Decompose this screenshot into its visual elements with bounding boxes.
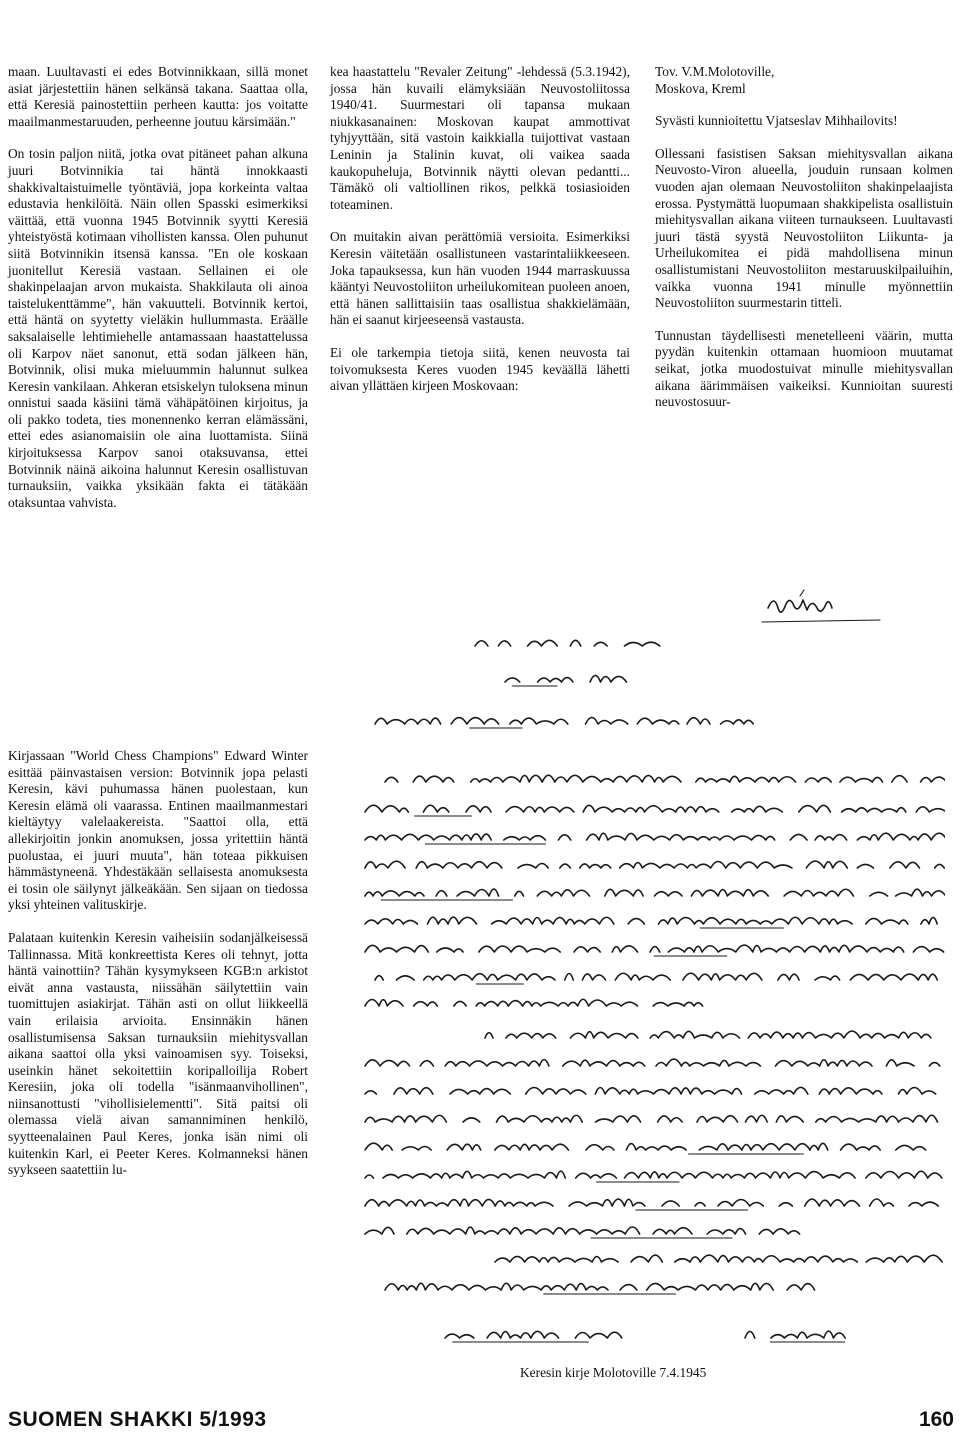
handwriting-line: [505, 675, 637, 682]
handwriting-line: [365, 945, 944, 952]
handwriting-line: [385, 1283, 815, 1290]
handwriting-line: [365, 805, 945, 812]
address-line: Moskova, Kreml: [655, 80, 746, 96]
paragraph: Ei ole tarkempia tietoja siitä, kenen neuvosta tai toivomuksesta Keres vuoden 1945 keväällä lähetti aivan yllättäen kirjeen Moskovaan:: [330, 344, 630, 394]
handwriting-line: [365, 889, 945, 896]
handwriting-line: [365, 1087, 936, 1094]
letter-address: [655, 64, 953, 97]
handwriting-line: [365, 999, 703, 1006]
image-caption: Keresin kirje Molotoville 7.4.1945: [520, 1365, 707, 1380]
handwriting-line: [445, 1331, 622, 1338]
handwriting-line: [365, 833, 945, 840]
handwriting-line: [375, 718, 767, 725]
paragraph: Tunnustan täydellisesti menetelleeni väärin, mutta pyydän kuitenkin ottamaan huomioon muutamat seikat, jotka muodostuivat minulle miehitysvallan aikana äärimmäisen vaikeiksi. Kunnioitan suuresti neuvostosuur-: [655, 327, 953, 410]
address-line: Tov. V.M.Molotoville,: [655, 64, 775, 79]
handwriting-line: [365, 1199, 938, 1206]
handwriting-line: [365, 1227, 817, 1234]
column-1-bottom: [8, 748, 308, 1179]
paragraph: On muitakin aivan perättömiä versioita. Esimerkiksi Keresin väitetään osallistuneen vastarintaliikkeeseen. Joka tapauksessa, kun hän vuoden 1944 marraskuussa kääntyi Neuvostoliiton urheilukomitean puoleen anoen, että hänen sallittaisiin taas osallistua shakkielämään, hän ei saanut kirjeeseensä vastausta.: [330, 229, 630, 328]
handwritten-letter-image: [345, 632, 945, 1352]
column-1-top: [8, 64, 308, 511]
handwriting-line: [495, 1255, 945, 1262]
handwriting-line: [365, 1143, 936, 1150]
paragraph: Kirjassaan "World Chess Champions" Edward Winter esittää päinvastaisen version: Botvinnik jopa pelasti Keresin, kävi puhumassa hänen puolestaan, kun Keresin elämä oli vaarassa. Entinen maailmanmestari kieltäytyy valelaakereista. "Saattoi olla, että allekirjoitin jonkin anomuksen, jossa yritettiin häntä puolustaa, ei juuri muuta", hän toteaa pikkuisen hämmästyneenä. Yhdestäkään sellaisesta anomuksesta ei tosin ole säilynyt jälkeäkään. Sen sijaan on tiedossa yksi yhteinen valituskirje.: [8, 748, 308, 913]
column-3: [655, 64, 953, 427]
handwritten-annotation: [760, 588, 890, 628]
paragraph: kea haastattelu "Revaler Zeitung" -lehdessä (5.3.1942), jossa hän kuvaili elämyksiään Neuvostoliitossa 1940/41. Suurmestari oli tapansa mukaan niukkasanainen: Moskovan kaupat ammottivat tyhjyyttään, sitä vastoin kaikkialla tuijottivat vastaan Leninin ja Stalinin kuvat, oli vaikea saada kaukopuheluja, Botvinnik näytti olevan pedantti... Tämäkö oli valtiollinen rikos, pelkkä tosiasioiden toteaminen.: [330, 64, 630, 212]
handwriting-line: [745, 1331, 863, 1338]
handwriting-line: [365, 1115, 938, 1122]
handwriting-line: [365, 917, 945, 924]
handwriting-line: [485, 1031, 943, 1038]
page-number: 160: [918, 1408, 954, 1431]
handwriting-line: [365, 1059, 945, 1066]
paragraph: Palataan kuitenkin Keresin vaiheisiin sodanjälkeisessä Tallinnassa. Mitä konkreettista Keres oli tehnyt, jotta häntä vainottiin? Tähän kysymykseen KGB:n arkistot eivät anna vastausta, niissähän säilytettiin vain tuomittujen asiakirjat. Tähän asti on ollut liikkeellä vain erilaisia arvioita. Ensinnäkin hänen osallistumisensa Saksan turnauksiin miehitysvallan aikana saattoi olla yksi vainoamisen syy. Toiseksi, useinkin hänet sekoitettiin koripalloilija Robert Keresiin, joka oli todella "isänmaanvihollinen", niinsanottusti "vihollisielementti". Sitä paitsi oli olemassa vielä aivan samanniminen henkilö, syytteenalainen Paul Keres, jonka isän nimi oli kuitenkin Karl, ei Peeter Keres. Kolmanneksi hänen syykseen saatettiin lu-: [8, 929, 308, 1178]
salutation: Syvästi kunnioitettu Vjatseslav Mihhailovits!: [655, 113, 898, 129]
magazine-footer: SUOMEN SHAKKI 5/1993: [8, 1408, 267, 1431]
column-2: [330, 64, 630, 395]
paragraph: Ollessani fasistisen Saksan miehitysvallan aikana Neuvosto-Viron alueella, jouduin runsaan kolmen vuoden ajan olemaan Neuvostoliiton shakinpelaajista erossa. Pystymättä luopumaan shakkipelista osallistuin miehitysvallan aikana viiteen turnaukseen. Luultavasti juuri tästä syystä Neuvostoliiton Liikunta- ja Urheilukomitea ei pidä mahdollisena minun osallistumistani Neuvostoliiton mestaruuskilpailuihin, vaikka vuonna 1941 minulle myönnettiin Neuvostoliiton suurmestarin titteli.: [655, 145, 953, 311]
handwriting-line: [375, 973, 937, 980]
paragraph: On tosin paljon niitä, jotka ovat pitäneet pahan alkuna juuri Botvinnikia tai häntä innokkaasti shakkivaltaistuimelle työntäviä, jopa korkeinta valtaa edustavia henkilöitä. Näin ollen Spasski esimerkiksi väittää, että vuonna 1945 Botvinnik syytti Keresiä yhteistyöstä kotimaan vihollisten kanssa. Olen puhunut siitä Botvinnikin itsensä kanssa. "En ole koskaan juonitellut Keresiä vastaan. Sellainen ei ole shakinpelaajan arvon mukaista. Shakkilauta oli ainoa taistelukenttämme", hän vakuutteli. Botvinnik kertoi, että häntä on syytetty vieläkin hullummasta. Eräälle saksalaiselle lehtimiehelle antamassaan haastattelussa oli Karpov näet sanonut, että sodan jälkeen hän, Botvinnik, olisi mukа mieluummin halunnut sulkea Keresin vankilaan. Ahkeran etsiskelyn tuloksena minun onnistui saada käsiini tämä vähäpätöinen kirjoitus, ja oli pakko todeta, ties monennenko kerran elämässäni, ettei edes asianomaisiin ole aina luottamista. Siinä kirjoituksessa Karpov sanoi otaksuvansa, ettei Botvinnik näinä aikoina halunnut Keresin osallistuvan turnauksiin, vaikka yksikään fakta ei tätäkään otaksuntaa vahvista.: [8, 146, 308, 510]
handwriting-line: [365, 861, 944, 868]
paragraph: maan. Luultavasti ei edes Botvinnikkaan, sillä monet asiat järjestettiin hänen selkänsä takana. Saattaa olla, että Keresiä painostettiin perheen kautta: jos voitatte maailmanmestaruuden, perheenne joutuu kärsimään.": [8, 64, 308, 129]
handwriting-line: [365, 1171, 942, 1178]
handwriting-line: [385, 775, 945, 782]
handwriting-line: [475, 640, 660, 646]
